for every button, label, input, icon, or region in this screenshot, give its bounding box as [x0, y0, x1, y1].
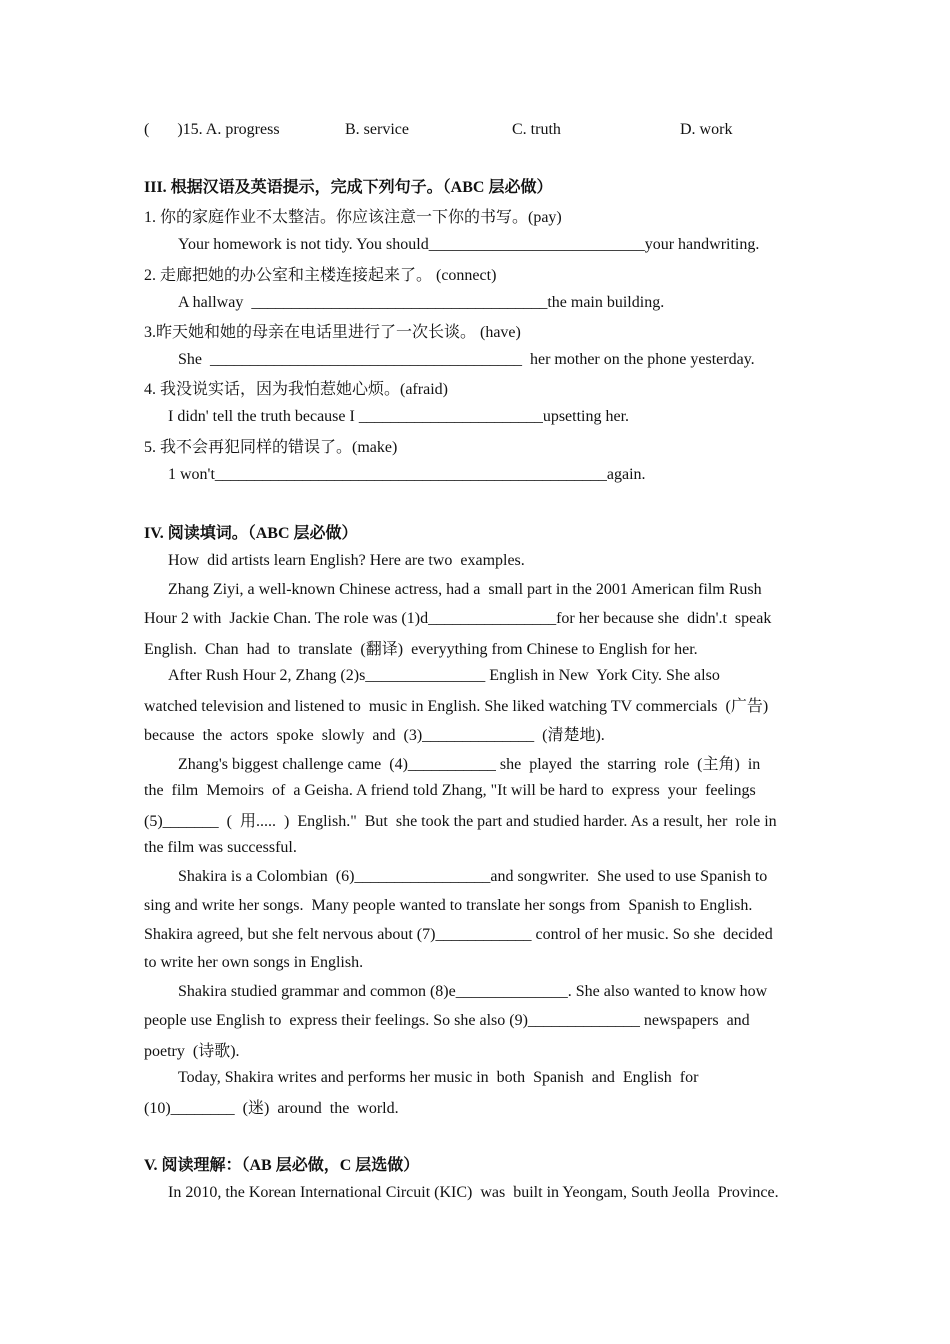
- s4-line-13: sing and write her songs. Many people wanted to translate her songs from Spanish to English.: [144, 897, 753, 914]
- s4-line-9: the film Memoirs of a Geisha. A friend told Zhang, "It will be hard to express your feelings: [144, 782, 756, 799]
- section-5-title: V. 阅读理解：（AB 层必做，C 层选做）: [144, 1157, 420, 1174]
- s3-item-1-en: Your homework is not tidy. You should___________________________your handwriting.: [178, 236, 760, 253]
- s4-line-16: Shakira studied grammar and common (8)e______________. She also wanted to know how: [178, 983, 768, 1000]
- s4-line-2: Zhang Ziyi, a well-known Chinese actress, had a small part in the 2001 American film Rush: [168, 581, 762, 598]
- s5-line-1: In 2010, the Korean International Circuit (KIC) was built in Yeongam, South Jeolla Province.: [168, 1184, 779, 1201]
- s4-line-15: to write her own songs in English.: [144, 954, 364, 971]
- q15-stem: ( )15. A. progress: [144, 121, 280, 138]
- q15-option-c: C. truth: [512, 121, 561, 138]
- s3-item-4-en: I didn' tell the truth because I _______________________upsetting her.: [168, 408, 630, 425]
- s3-item-1-cn: 1. 你的家庭作业不太整洁。你应该注意一下你的书写。(pay): [144, 209, 562, 226]
- s4-line-17: people use English to express their feelings. So she also (9)______________ newspapers and: [144, 1012, 750, 1029]
- s4-line-4: English. Chan had to translate (翻译) everyything from Chinese to English for her.: [144, 641, 698, 658]
- s4-line-12: Shakira is a Colombian (6)_________________and songwriter. She used to use Spanish to: [178, 868, 768, 885]
- s4-line-8: Zhang's biggest challenge came (4)___________ she played the starring role (主角) in: [178, 756, 761, 773]
- q15-option-d: D. work: [680, 121, 733, 138]
- s3-item-3-en: She _______________________________________ her mother on the phone yesterday.: [178, 351, 755, 368]
- s4-line-18: poetry (诗歌).: [144, 1043, 240, 1060]
- s4-line-11: the film was successful.: [144, 839, 297, 856]
- s4-line-1: How did artists learn English? Here are two examples.: [168, 552, 525, 569]
- s4-line-5: After Rush Hour 2, Zhang (2)s_______________ English in New York City. She also: [168, 667, 720, 684]
- s4-line-14: Shakira agreed, but she felt nervous about (7)____________ control of her music. So she decided: [144, 926, 773, 943]
- s4-line-7: because the actors spoke slowly and (3)______________ (清楚地).: [144, 727, 605, 744]
- s4-line-6: watched television and listened to music in English. She liked watching TV commercials (广告): [144, 698, 769, 715]
- s3-item-4-cn: 4. 我没说实话，因为我怕惹她心烦。(afraid): [144, 381, 448, 398]
- q15-option-b: B. service: [345, 121, 409, 138]
- s4-line-10: (5)_______ ( 用..... ) English." But she took the part and studied harder. As a result, her role in: [144, 813, 777, 830]
- section-3-title: III. 根据汉语及英语提示，完成下列句子。（ABC 层必做）: [144, 179, 553, 196]
- s4-line-3: Hour 2 with Jackie Chan. The role was (1)d________________for her because she didn'.t speak: [144, 610, 772, 627]
- s3-item-5-cn: 5. 我不会再犯同样的错误了。(make): [144, 439, 398, 456]
- s4-line-20: (10)________ (迷) around the world.: [144, 1100, 399, 1117]
- s3-item-3-cn: 3.昨天她和她的母亲在电话里进行了一次长谈。 (have): [144, 324, 521, 341]
- s3-item-5-en: 1 won't_________________________________________________again.: [168, 466, 646, 483]
- s3-item-2-en: A hallway _____________________________________the main building.: [178, 294, 665, 311]
- section-4-title: IV. 阅读填词。（ABC 层必做）: [144, 525, 358, 542]
- s3-item-2-cn: 2. 走廊把她的办公室和主楼连接起来了。 (connect): [144, 267, 497, 284]
- s4-line-19: Today, Shakira writes and performs her music in both Spanish and English for: [178, 1069, 699, 1086]
